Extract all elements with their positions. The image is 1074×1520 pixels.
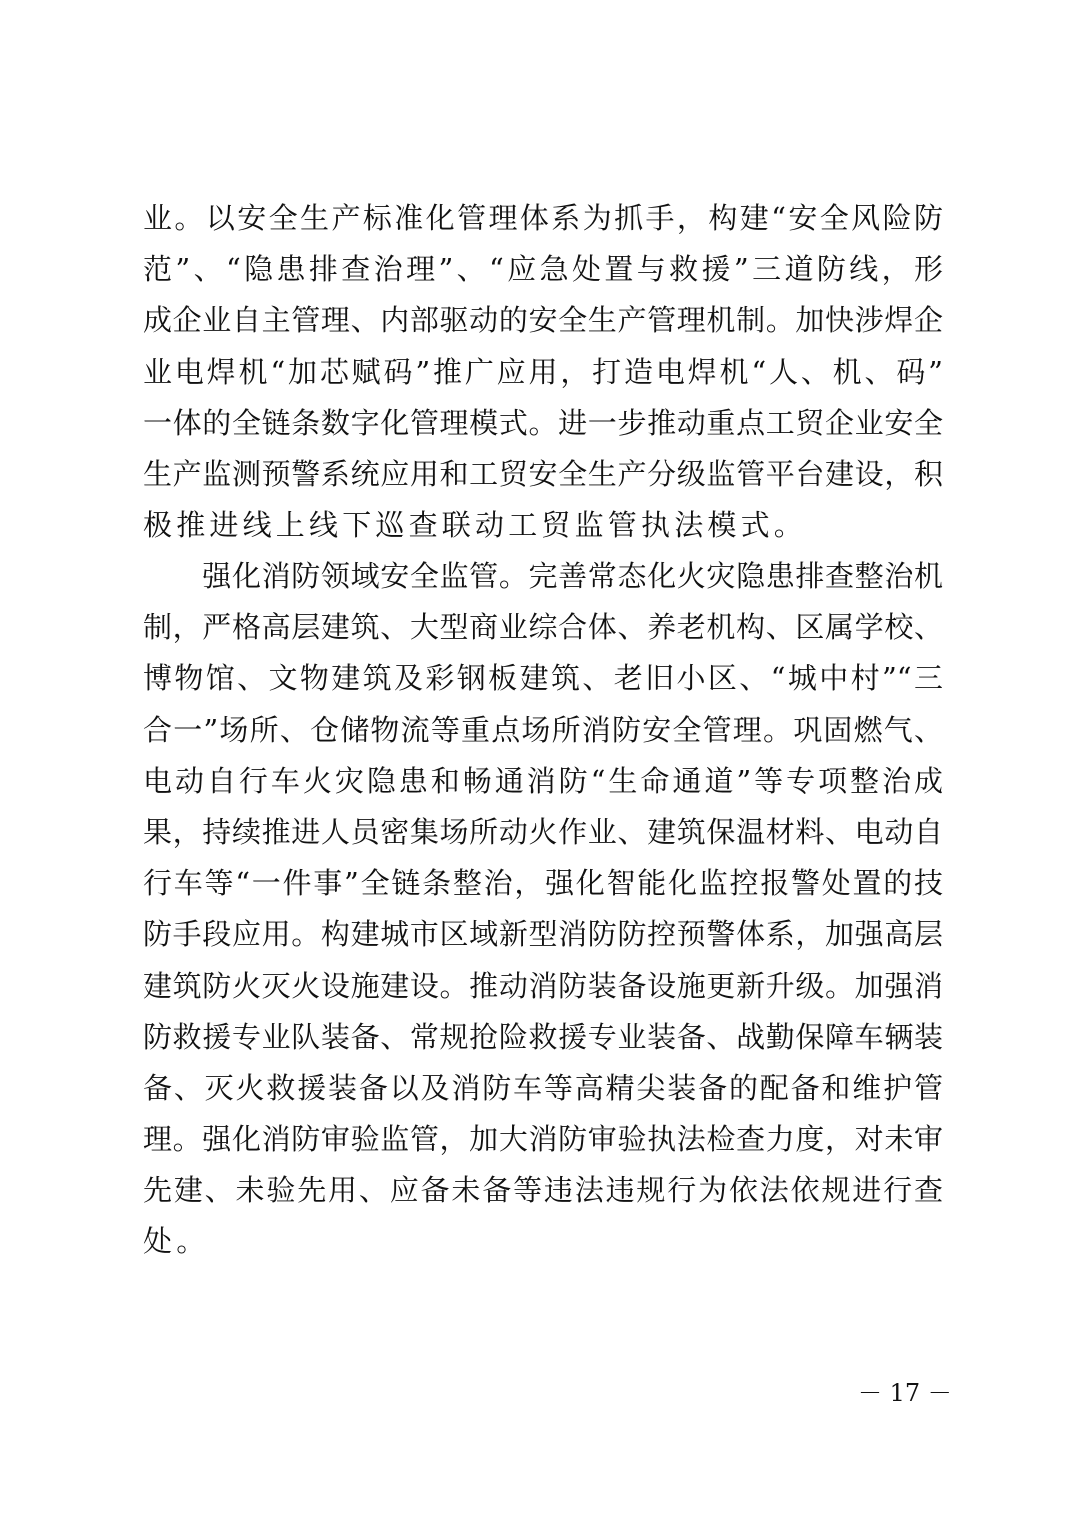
paragraph-industrial-trade-safety xyxy=(143,193,943,551)
text-line: 合一”场所、仓储物流等重点场所消防安全管理。巩固燃气、 xyxy=(143,712,943,747)
text-line: 防手段应用。构建城市区域新型消防防控预警体系，加强高层 xyxy=(143,917,943,952)
text-line: 果，持续推进人员密集场所动火作业、建筑保温材料、电动自 xyxy=(143,814,943,849)
text-line: 备、灭火救援装备以及消防车等高精尖装备的配备和维护管 xyxy=(143,1070,943,1105)
paragraph-fire-safety-supervision xyxy=(143,551,943,1268)
text-line: 业电焊机“加芯赋码”推广应用，打造电焊机“人、机、码” xyxy=(143,354,943,389)
page-number: － 17 － xyxy=(858,1379,952,1407)
text-line: 建筑防火灭火设施建设。推动消防装备设施更新升级。加强消 xyxy=(143,968,943,1003)
text-line: 防救援专业队装备、常规抢险救援专业装备、战勤保障车辆装 xyxy=(143,1019,943,1054)
text-line: 范”、“隐患排查治理”、“应急处置与救援”三道防线，形 xyxy=(143,252,943,287)
text-line: 处。 xyxy=(143,1224,210,1259)
text-line: 行车等“一件事”全链条整治，强化智能化监控报警处置的技 xyxy=(143,866,943,901)
text-line: 业。以安全生产标准化管理体系为抓手，构建“安全风险防 xyxy=(143,201,943,235)
text-line: 理。强化消防审验监管，加大消防审验执法检查力度，对未审 xyxy=(143,1122,943,1157)
text-line: 成企业自主管理、内部驱动的安全生产管理机制。加快涉焊企 xyxy=(143,303,943,338)
text-line: 极推进线上线下巡查联动工贸监管执法模式。 xyxy=(143,508,808,543)
text-line: 先建、未验先用、应备未备等违法违规行为依法依规进行查 xyxy=(143,1173,943,1208)
text-line: 强化消防领域安全监管。完善常态化火灾隐患排查整治机 xyxy=(143,559,943,593)
text-line: 生产监测预警系统应用和工贸安全生产分级监管平台建设，积 xyxy=(143,456,943,491)
text-line: 一体的全链条数字化管理模式。进一步推动重点工贸企业安全 xyxy=(143,405,943,440)
text-line: 制，严格高层建筑、大型商业综合体、养老机构、区属学校、 xyxy=(143,610,943,645)
text-line: 电动自行车火灾隐患和畅通消防“生命通道”等专项整治成 xyxy=(143,763,943,798)
text-line: 博物馆、文物建筑及彩钢板建筑、老旧小区、“城中村”“三 xyxy=(143,661,943,696)
